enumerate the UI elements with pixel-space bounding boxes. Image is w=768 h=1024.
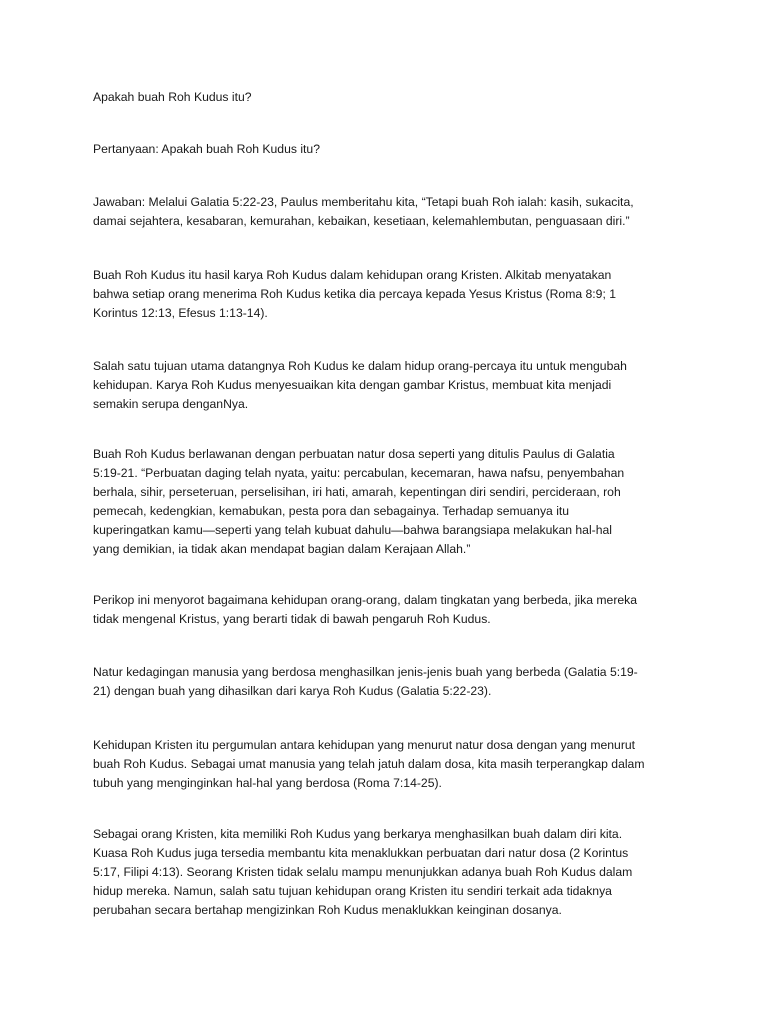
text-line: Korintus 12:13, Efesus 1:13-14). <box>93 306 268 320</box>
text-line: damai sejahtera, kesabaran, kemurahan, kebaikan, kesetiaan, kelemahlembutan, penguasaan diri.” <box>93 214 630 228</box>
text-line: kehidupan. Karya Roh Kudus menyesuaikan kita dengan gambar Kristus, membuat kita menjadi <box>93 378 612 392</box>
body-paragraph <box>93 445 693 559</box>
body-paragraph <box>93 591 693 629</box>
text-line: buah Roh Kudus. Sebagai umat manusia yang telah jatuh dalam dosa, kita masih terperangkap dalam <box>93 757 645 771</box>
body-paragraph <box>93 736 693 793</box>
text-line: Sebagai orang Kristen, kita memiliki Roh Kudus yang berkarya menghasilkan buah dalam diri kita. <box>93 827 623 841</box>
text-line: Kehidupan Kristen itu pergumulan antara kehidupan yang menurut natur dosa dengan yang menurut <box>93 738 636 752</box>
text-line: Jawaban: Melalui Galatia 5:22-23, Paulus memberitahu kita, “Tetapi buah Roh ialah: kasih, sukacita, <box>93 195 634 209</box>
text-line: Buah Roh Kudus berlawanan dengan perbuatan natur dosa seperti yang ditulis Paulus di Galatia <box>93 447 615 461</box>
text-line: Natur kedagingan manusia yang berdosa menghasilkan jenis-jenis buah yang berbeda (Galatia 5:19- <box>93 665 638 679</box>
text-line: tidak mengenal Kristus, yang berarti tidak di bawah pengaruh Roh Kudus. <box>93 612 491 626</box>
question-paragraph <box>93 140 693 159</box>
text-line: berhala, sihir, perseteruan, perselisihan, iri hati, amarah, kepentingan diri sendiri, percideraan, roh <box>93 485 621 499</box>
answer-paragraph <box>93 193 693 231</box>
text-line: bahwa setiap orang menerima Roh Kudus ketika dia percaya kepada Yesus Kristus (Roma 8:9; 1 <box>93 287 617 301</box>
question-title <box>93 88 693 107</box>
text-line: 21) dengan buah yang dihasilkan dari karya Roh Kudus (Galatia 5:22-23). <box>93 684 492 698</box>
body-paragraph <box>93 266 693 323</box>
text-line: kuperingatkan kamu—seperti yang telah kubuat dahulu—bahwa barangsiapa melakukan hal-hal <box>93 523 612 537</box>
text-line: tubuh yang menginginkan hal-hal yang berdosa (Roma 7:14-25). <box>93 776 442 790</box>
text-line: perubahan secara bertahap mengizinkan Roh Kudus menaklukkan keinginan dosanya. <box>93 903 562 917</box>
text-line: Salah satu tujuan utama datangnya Roh Kudus ke dalam hidup orang-percaya itu untuk mengubah <box>93 359 627 373</box>
body-paragraph <box>93 825 693 920</box>
text-line: Pertanyaan: Apakah buah Roh Kudus itu? <box>93 142 320 156</box>
text-line: 5:17, Filipi 4:13). Seorang Kristen tidak selalu mampu menunjukkan adanya buah Roh Kudus dalam <box>93 865 633 879</box>
text-line: Kuasa Roh Kudus juga tersedia membantu kita menaklukkan perbuatan dari natur dosa (2 Korintus <box>93 846 629 860</box>
text-line: 5:19-21. “Perbuatan daging telah nyata, yaitu: percabulan, kecemaran, hawa nafsu, penyembahan <box>93 466 625 480</box>
text-line: semakin serupa denganNya. <box>93 397 249 411</box>
text-line: yang demikian, ia tidak akan mendapat bagian dalam Kerajaan Allah.” <box>93 542 471 556</box>
body-paragraph <box>93 357 693 414</box>
text-line: Apakah buah Roh Kudus itu? <box>93 90 252 104</box>
body-paragraph <box>93 663 693 701</box>
text-line: Buah Roh Kudus itu hasil karya Roh Kudus dalam kehidupan orang Kristen. Alkitab menyatakan <box>93 268 612 282</box>
text-line: hidup mereka. Namun, salah satu tujuan kehidupan orang Kristen itu sendiri terkait ada tidaknya <box>93 884 612 898</box>
text-line: pemecah, kedengkian, kemabukan, pesta pora dan sebagainya. Terhadap semuanya itu <box>93 504 570 518</box>
text-line: Perikop ini menyorot bagaimana kehidupan orang-orang, dalam tingkatan yang berbeda, jika mereka <box>93 593 638 607</box>
